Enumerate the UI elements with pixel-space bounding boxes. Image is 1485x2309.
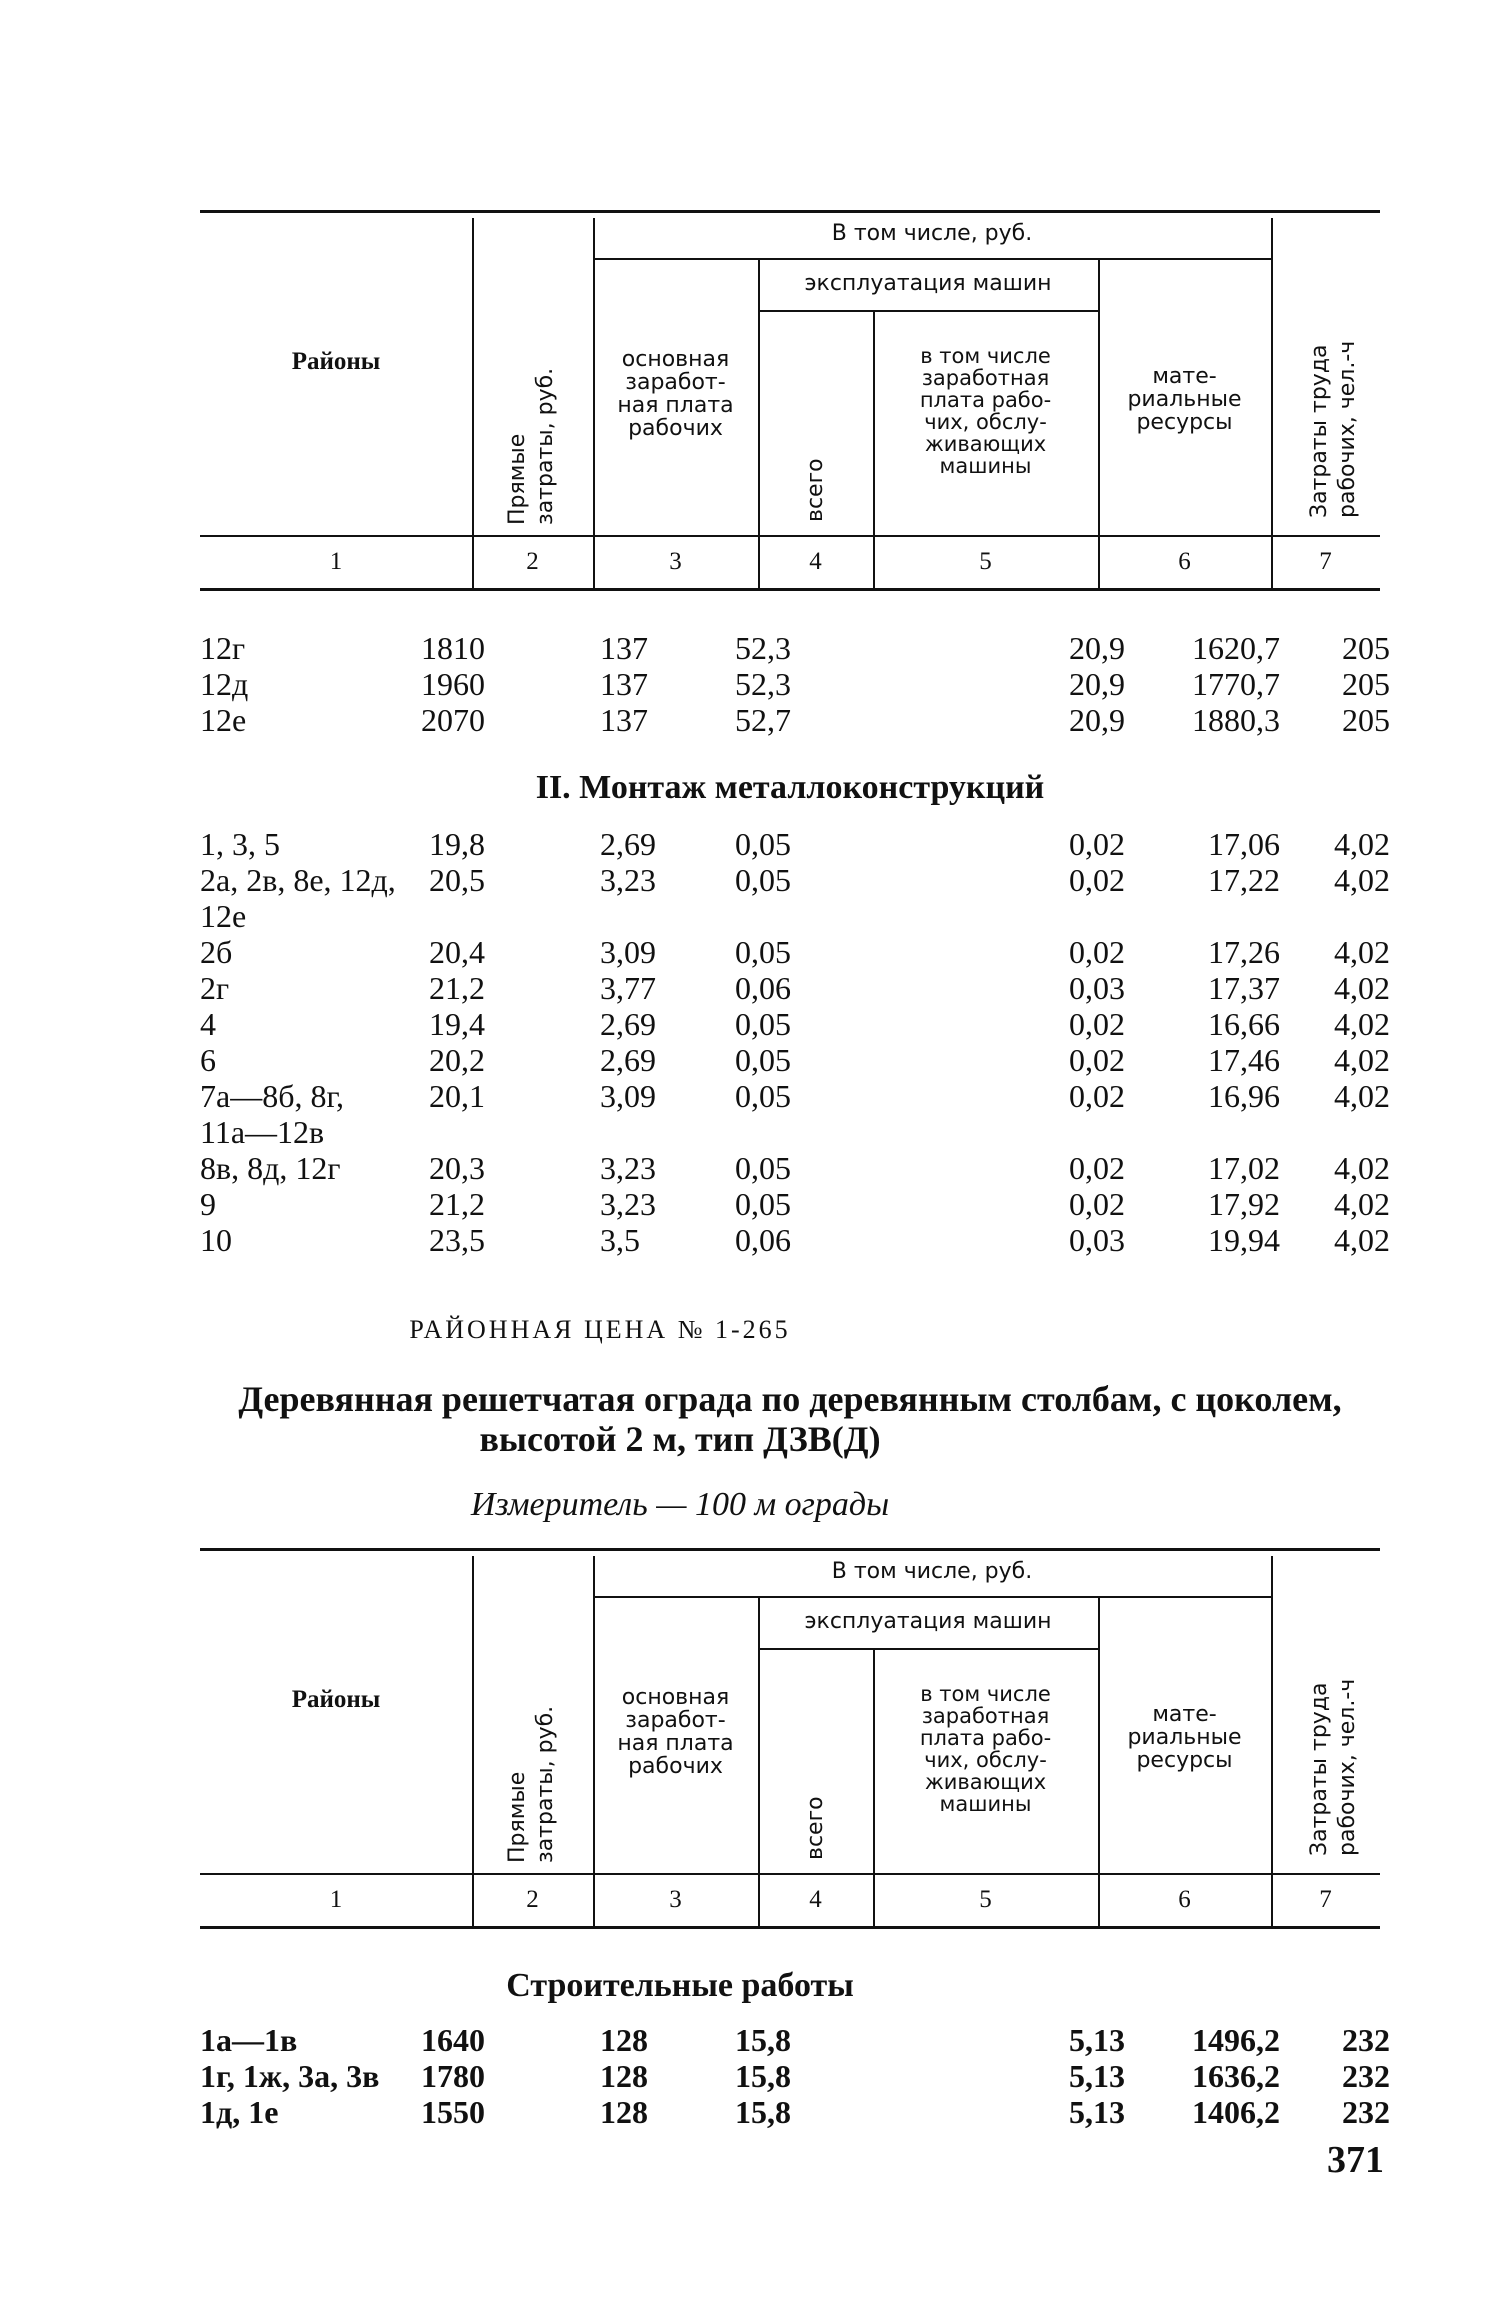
table-row bbox=[200, 862, 1390, 934]
header2-zatraty-line1: Затраты труда bbox=[1307, 1682, 1332, 1856]
header-vsego: всего bbox=[803, 458, 828, 522]
table-cell: 1550 bbox=[421, 2094, 485, 2130]
table-cell: 0,05 bbox=[735, 1186, 791, 1222]
header-zp-l2: заработная bbox=[921, 366, 1050, 390]
table-cell: 1880,3 bbox=[1192, 702, 1280, 738]
table-row bbox=[200, 2022, 1390, 2058]
header2-mat-l2: риальные bbox=[1127, 1725, 1242, 1750]
table-cell: 0,02 bbox=[1069, 1042, 1125, 1078]
header-osnovnaya-l2: заработ- bbox=[625, 370, 726, 395]
table-cell: 5,13 bbox=[1069, 2022, 1125, 2058]
header-osnovnaya bbox=[593, 348, 758, 440]
table-cell: 1496,2 bbox=[1192, 2022, 1280, 2058]
table-cell: 21,2 bbox=[429, 970, 485, 1006]
table-row bbox=[200, 2094, 1390, 2130]
table-cell: 3,09 bbox=[600, 934, 656, 970]
table-cell: 2070 bbox=[421, 702, 485, 738]
header-zp-l1: в том числе bbox=[920, 344, 1051, 368]
table-cell: 137 bbox=[600, 630, 648, 666]
table-cell: 2,69 bbox=[600, 826, 656, 862]
col2-num-4: 4 bbox=[809, 1886, 822, 1913]
table-cell: 17,46 bbox=[1208, 1042, 1280, 1078]
table-cell: 15,8 bbox=[735, 2094, 791, 2130]
table-cell: 17,37 bbox=[1208, 970, 1280, 1006]
header2-materialnye bbox=[1098, 1703, 1271, 1772]
table1-body bbox=[200, 630, 1390, 738]
table-row bbox=[200, 1006, 1390, 1042]
table-cell: 0,02 bbox=[1069, 934, 1125, 970]
table-cell: 20,9 bbox=[1069, 702, 1125, 738]
header2-zp-l6: машины bbox=[939, 1792, 1032, 1816]
header2-mat-l1: мате- bbox=[1152, 1702, 1217, 1727]
table-cell: 17,26 bbox=[1208, 934, 1280, 970]
table-row bbox=[200, 702, 1390, 738]
header-osnovnaya-l1: основная bbox=[621, 347, 730, 372]
table-cell: 12г bbox=[200, 630, 246, 666]
header2-osnovnaya-l4: рабочих bbox=[628, 1754, 723, 1779]
table-cell: 6 bbox=[200, 1042, 216, 1078]
table-cell: 1960 bbox=[421, 666, 485, 702]
header2-osnovnaya-l1: основная bbox=[621, 1685, 730, 1710]
table-cell: 5,13 bbox=[1069, 2058, 1125, 2094]
table-cell: 20,9 bbox=[1069, 630, 1125, 666]
main-title-line1: Деревянная решетчатая ограда по деревянным столбам, с цоколем, bbox=[238, 1379, 1342, 1419]
header-ekspluataciya: эксплуатация машин bbox=[804, 271, 1052, 296]
header-osnovnaya-l3: ная плата bbox=[617, 393, 734, 418]
price-title: РАЙОННАЯ ЦЕНА № 1-265 bbox=[409, 1315, 791, 1344]
table-cell: 3,5 bbox=[600, 1222, 640, 1258]
table-cell-wrap: 12е bbox=[200, 898, 247, 934]
table-row bbox=[200, 630, 1390, 666]
table-cell: 9 bbox=[200, 1186, 216, 1222]
header-pryamye-line1: Прямые bbox=[505, 433, 530, 525]
col-num-5: 5 bbox=[979, 548, 992, 575]
header-mat-l1: мате- bbox=[1152, 364, 1217, 389]
table-cell: 20,4 bbox=[429, 934, 485, 970]
table-cell: 3,77 bbox=[600, 970, 656, 1006]
table-cell: 0,03 bbox=[1069, 1222, 1125, 1258]
header2-osnovnaya bbox=[593, 1686, 758, 1778]
header2-ekspluataciya: эксплуатация машин bbox=[804, 1609, 1052, 1634]
section3-title: Строительные работы bbox=[506, 1967, 854, 2004]
header-mat-l3: ресурсы bbox=[1136, 410, 1233, 435]
table-cell: 137 bbox=[600, 702, 648, 738]
table-row bbox=[200, 1222, 1390, 1258]
table-cell: 0,05 bbox=[735, 1042, 791, 1078]
table-cell: 20,2 bbox=[429, 1042, 485, 1078]
table-row bbox=[200, 1078, 1390, 1150]
col2-num-2: 2 bbox=[526, 1886, 539, 1913]
table-cell: 1а—1в bbox=[200, 2022, 298, 2058]
table-cell: 4,02 bbox=[1334, 970, 1390, 1006]
col2-num-6: 6 bbox=[1178, 1886, 1191, 1913]
table-cell: 16,66 bbox=[1208, 1006, 1280, 1042]
table-cell: 205 bbox=[1342, 702, 1390, 738]
table-cell: 4,02 bbox=[1334, 826, 1390, 862]
table-cell: 20,5 bbox=[429, 862, 485, 898]
table-cell: 2а, 2в, 8е, 12д, bbox=[200, 862, 396, 898]
table-cell: 128 bbox=[600, 2094, 648, 2130]
table-cell: 19,8 bbox=[429, 826, 485, 862]
table-cell: 15,8 bbox=[735, 2022, 791, 2058]
header2-pryamye-line2: затраты, руб. bbox=[533, 1705, 558, 1863]
table-cell: 0,05 bbox=[735, 1150, 791, 1186]
table-cell: 12е bbox=[200, 702, 247, 738]
header2-pryamye-line1: Прямые bbox=[505, 1771, 530, 1863]
header-zp-l6: машины bbox=[939, 454, 1032, 478]
table-cell: 17,92 bbox=[1208, 1186, 1280, 1222]
table-row bbox=[200, 1042, 1390, 1078]
table-cell: 128 bbox=[600, 2058, 648, 2094]
table-row bbox=[200, 826, 1390, 862]
table-cell: 0,02 bbox=[1069, 826, 1125, 862]
table-cell: 0,02 bbox=[1069, 1078, 1125, 1114]
table-cell: 1640 bbox=[421, 2022, 485, 2058]
table-cell: 0,05 bbox=[735, 1006, 791, 1042]
table-cell: 52,3 bbox=[735, 630, 791, 666]
header2-zp-l5: живающих bbox=[924, 1770, 1047, 1794]
header2-vsego: всего bbox=[803, 1796, 828, 1860]
table-row bbox=[200, 1186, 1390, 1222]
table-cell: 128 bbox=[600, 2022, 648, 2058]
table-cell: 20,3 bbox=[429, 1150, 485, 1186]
table-cell: 0,05 bbox=[735, 1078, 791, 1114]
col-num-6: 6 bbox=[1178, 548, 1191, 575]
table-cell: 232 bbox=[1342, 2058, 1390, 2094]
table-cell: 4,02 bbox=[1334, 934, 1390, 970]
header-v-tom-chisle: В том числе, руб. bbox=[831, 221, 1033, 246]
table-cell: 23,5 bbox=[429, 1222, 485, 1258]
header2-osnovnaya-l3: ная плата bbox=[617, 1731, 734, 1756]
table2-body bbox=[200, 826, 1390, 1258]
table-cell: 7а—8б, 8г, bbox=[200, 1078, 344, 1114]
table-cell: 4,02 bbox=[1334, 1186, 1390, 1222]
col-num-3: 3 bbox=[669, 548, 682, 575]
header2-zp-l4: чих, обслу- bbox=[924, 1748, 1047, 1772]
table-cell: 137 bbox=[600, 666, 648, 702]
header2-zp-l2: заработная bbox=[921, 1704, 1050, 1728]
col-num-1: 1 bbox=[329, 548, 343, 575]
table-cell: 0,02 bbox=[1069, 1006, 1125, 1042]
table-cell: 0,02 bbox=[1069, 1150, 1125, 1186]
table-cell: 10 bbox=[200, 1222, 232, 1258]
table-cell: 52,3 bbox=[735, 666, 791, 702]
header-zp-l3: плата рабо- bbox=[919, 388, 1052, 412]
table-cell: 19,4 bbox=[429, 1006, 485, 1042]
header2-rayony: Районы bbox=[291, 1686, 381, 1713]
header-zp-l4: чих, обслу- bbox=[924, 410, 1047, 434]
table-cell: 8в, 8д, 12г bbox=[200, 1150, 341, 1186]
table-cell: 1д, 1е bbox=[200, 2094, 279, 2130]
table-cell: 4,02 bbox=[1334, 1078, 1390, 1114]
table-cell: 4 bbox=[200, 1006, 216, 1042]
table-cell: 5,13 bbox=[1069, 2094, 1125, 2130]
table-cell: 4,02 bbox=[1334, 1006, 1390, 1042]
header-zatraty-line1: Затраты труда bbox=[1307, 344, 1332, 518]
table-cell: 3,23 bbox=[600, 1150, 656, 1186]
header2-osnovnaya-l2: заработ- bbox=[625, 1708, 726, 1733]
table-cell: 3,23 bbox=[600, 862, 656, 898]
col2-num-7: 7 bbox=[1319, 1886, 1332, 1913]
table-row bbox=[200, 666, 1390, 702]
table-cell: 2г bbox=[200, 970, 230, 1006]
header-v-tom-chisle-zp bbox=[873, 345, 1098, 477]
table-cell: 232 bbox=[1342, 2022, 1390, 2058]
table-cell: 4,02 bbox=[1334, 1150, 1390, 1186]
table-cell: 2,69 bbox=[600, 1006, 656, 1042]
table-cell: 205 bbox=[1342, 666, 1390, 702]
col-num-2: 2 bbox=[526, 548, 539, 575]
table-cell: 15,8 bbox=[735, 2058, 791, 2094]
table-cell: 0,02 bbox=[1069, 1186, 1125, 1222]
table-cell: 1810 bbox=[421, 630, 485, 666]
table-cell: 0,02 bbox=[1069, 862, 1125, 898]
header2-zatraty-line2: рабочих, чел.-ч bbox=[1335, 1678, 1360, 1856]
header-rayony: Районы bbox=[291, 348, 381, 375]
table-cell: 16,96 bbox=[1208, 1078, 1280, 1114]
col-num-4: 4 bbox=[809, 548, 822, 575]
table3-body bbox=[200, 2022, 1390, 2130]
table-cell: 0,06 bbox=[735, 1222, 791, 1258]
header2-v-tom-chisle-zp bbox=[873, 1683, 1098, 1815]
table-cell: 205 bbox=[1342, 630, 1390, 666]
col-num-7: 7 bbox=[1319, 548, 1332, 575]
table-cell: 12д bbox=[200, 666, 249, 702]
table-cell: 17,06 bbox=[1208, 826, 1280, 862]
table-cell: 4,02 bbox=[1334, 862, 1390, 898]
measure-line: Измеритель — 100 м ограды bbox=[470, 1486, 890, 1523]
table-cell: 4,02 bbox=[1334, 1222, 1390, 1258]
table-cell: 1636,2 bbox=[1192, 2058, 1280, 2094]
table-cell: 21,2 bbox=[429, 1186, 485, 1222]
table-cell: 52,7 bbox=[735, 702, 791, 738]
table-header-2 bbox=[200, 1548, 1380, 1930]
header-zp-l5: живающих bbox=[924, 432, 1047, 456]
table-row bbox=[200, 970, 1390, 1006]
table-cell: 3,09 bbox=[600, 1078, 656, 1114]
section2-title: II. Монтаж металлоконструкций bbox=[535, 769, 1045, 806]
table-cell: 0,06 bbox=[735, 970, 791, 1006]
header-materialnye bbox=[1098, 365, 1271, 434]
page-number: 371 bbox=[1327, 2139, 1384, 2181]
table-cell: 4,02 bbox=[1334, 1042, 1390, 1078]
header2-v-tom-chisle: В том числе, руб. bbox=[831, 1559, 1033, 1584]
table-cell: 20,1 bbox=[429, 1078, 485, 1114]
table-cell: 1406,2 bbox=[1192, 2094, 1280, 2130]
table-cell-wrap: 11а—12в bbox=[200, 1114, 325, 1150]
table-cell: 0,05 bbox=[735, 934, 791, 970]
table-cell: 0,05 bbox=[735, 862, 791, 898]
table-cell: 1780 bbox=[421, 2058, 485, 2094]
col2-num-5: 5 bbox=[979, 1886, 992, 1913]
table-cell: 1620,7 bbox=[1192, 630, 1280, 666]
main-title-line2: высотой 2 м, тип ДЗВ(Д) bbox=[479, 1419, 881, 1459]
table-cell: 17,22 bbox=[1208, 862, 1280, 898]
table-header-1 bbox=[200, 210, 1380, 592]
header-mat-l2: риальные bbox=[1127, 387, 1242, 412]
table-cell: 20,9 bbox=[1069, 666, 1125, 702]
table-cell: 17,02 bbox=[1208, 1150, 1280, 1186]
table-cell: 1, 3, 5 bbox=[200, 826, 280, 862]
header2-zp-l3: плата рабо- bbox=[919, 1726, 1052, 1750]
table-cell: 19,94 bbox=[1208, 1222, 1280, 1258]
table-cell: 0,03 bbox=[1069, 970, 1125, 1006]
table-cell: 2,69 bbox=[600, 1042, 656, 1078]
table-cell: 0,05 bbox=[735, 826, 791, 862]
table-row bbox=[200, 1150, 1390, 1186]
table-cell: 1770,7 bbox=[1192, 666, 1280, 702]
header-zatraty-line2: рабочих, чел.-ч bbox=[1335, 340, 1360, 518]
header2-mat-l3: ресурсы bbox=[1136, 1748, 1233, 1773]
header2-zp-l1: в том числе bbox=[920, 1682, 1051, 1706]
table-cell: 3,23 bbox=[600, 1186, 656, 1222]
table-row bbox=[200, 2058, 1390, 2094]
header-osnovnaya-l4: рабочих bbox=[628, 416, 723, 441]
table-cell: 1г, 1ж, 3а, 3в bbox=[200, 2058, 380, 2094]
col2-num-3: 3 bbox=[669, 1886, 682, 1913]
col2-num-1: 1 bbox=[329, 1886, 343, 1913]
table-cell: 232 bbox=[1342, 2094, 1390, 2130]
header-pryamye-line2: затраты, руб. bbox=[533, 367, 558, 525]
table-row bbox=[200, 934, 1390, 970]
table-cell: 2б bbox=[200, 934, 233, 970]
